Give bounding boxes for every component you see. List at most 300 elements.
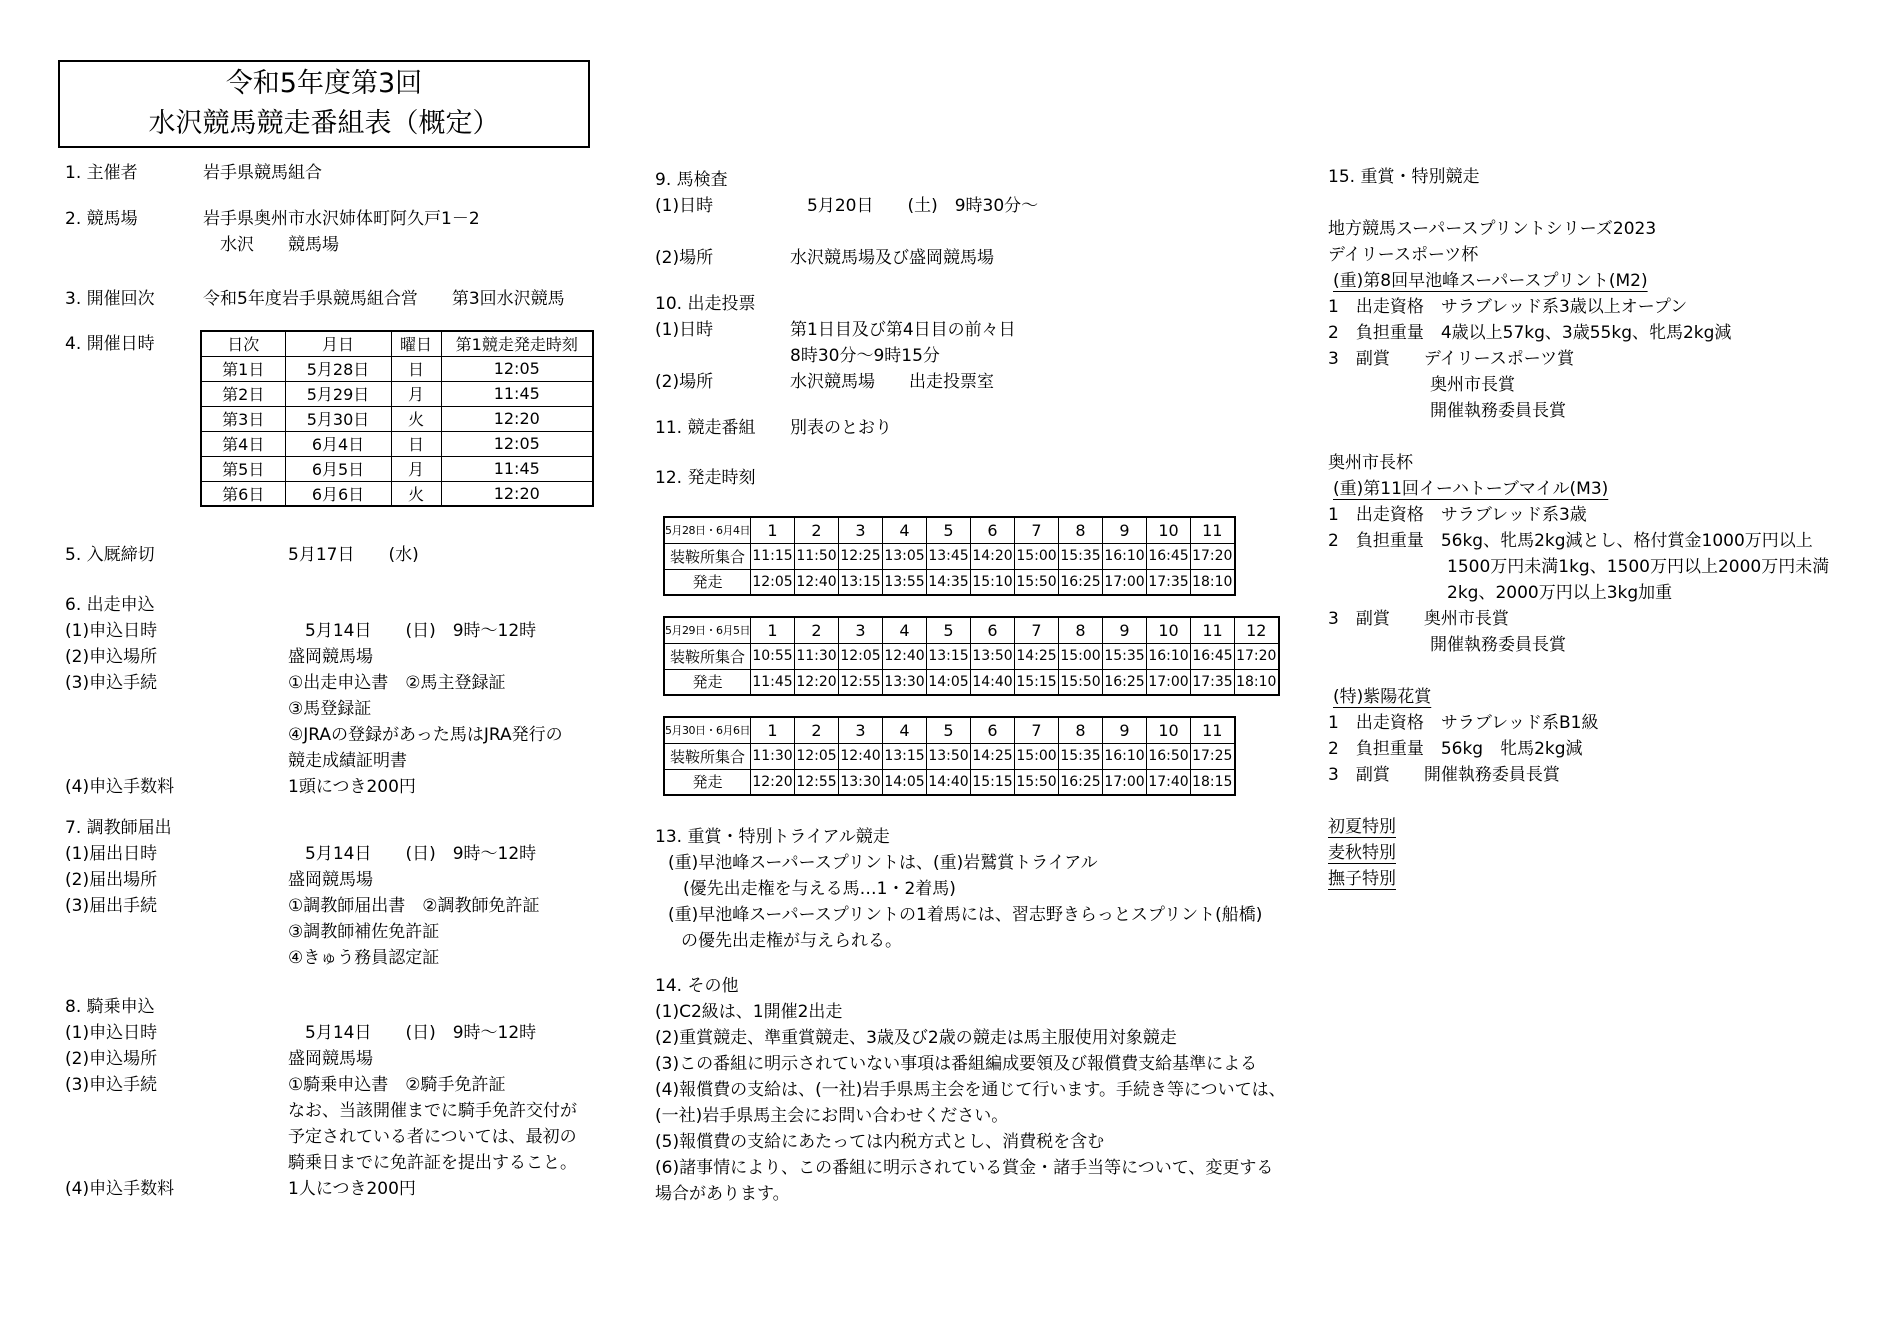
text-row [65,867,539,893]
schedule-table [200,330,594,507]
table-cell: 15:10 [971,569,1015,595]
text: (1)C2級は、1開催2出走 [655,1002,843,1022]
table-cell: 11:45 [751,669,795,695]
text-row [65,748,563,774]
table-cell: 第1競走発走時刻 [441,331,593,356]
table-cell: 12:55 [839,669,883,695]
table-cell: 16:25 [1059,569,1103,595]
table-cell: 5月28日 [285,356,391,381]
row-value: 水沢競馬場 出走投票室 [790,372,994,392]
table-cell: 15:35 [1103,643,1147,669]
row-label: (2)届出場所 [65,870,158,890]
row-value: ①出走申込書 ②馬主登録証 [288,673,506,693]
text-line [655,850,1262,876]
row-value: 5月20日 (土) 9時30分～ [790,196,1039,216]
table-row [664,569,1235,595]
table-cell: 5 [927,517,971,543]
table-row [664,669,1279,695]
table-cell: 発走 [664,769,751,795]
table-cell: 11:30 [751,743,795,769]
section-meeting [65,286,565,312]
text-line [1328,684,1829,710]
table-cell: 5月28日・6月4日 [664,517,751,543]
text-line [1328,736,1829,762]
section-heading: 14. その他 [655,976,739,996]
title-box [58,60,590,148]
table-cell: 9 [1103,517,1147,543]
row-label: (1)日時 [655,196,714,216]
table-cell: 15:50 [1059,669,1103,695]
text-line [655,1181,1286,1207]
text-row [655,415,892,441]
table-cell: 15:35 [1059,743,1103,769]
table-cell: 11:15 [751,543,795,569]
table-cell: 12:20 [441,406,593,431]
text-line [655,1129,1286,1155]
underlined-text: 初夏特別 [1328,817,1396,837]
table-cell: 2 [795,517,839,543]
table-cell: 16:10 [1147,643,1191,669]
title-line-2: 水沢競馬競走番組表（概定） [148,108,500,139]
row-value: 別表のとおり [790,418,892,438]
row-value: 5月14日 (日) 9時～12時 [288,1023,537,1043]
table-row [201,381,593,406]
row-value: 水沢競馬場及び盛岡競馬場 [790,248,994,268]
table-cell: 4 [883,617,927,643]
text-line [1328,242,1829,268]
text-line [655,1103,1286,1129]
row-label: (2)場所 [655,248,714,268]
text-line [1328,320,1829,346]
section-other [655,973,1286,1207]
row-value: 岩手県奥州市水沢姉体町阿久戸1－2 [203,209,480,229]
table-cell: 6 [971,517,1015,543]
table-row [664,643,1279,669]
text-row [655,369,1016,395]
text: (一社)岩手県馬主会にお問い合わせください。 [655,1106,1009,1126]
table-cell: 月 [391,381,441,406]
row-label [655,343,790,369]
row-label [65,748,288,774]
table-cell: 11:30 [795,643,839,669]
text-line [655,999,1286,1025]
text-row [65,160,322,186]
start-times-table-day1-4 [663,516,1236,596]
section-heading: 9. 馬検査 [655,170,728,190]
row-label: 1. 主催者 [65,163,138,183]
section-heading: 7. 調教師届出 [65,818,172,838]
table-cell: 16:45 [1191,643,1235,669]
text-row [65,1150,577,1176]
section-horse-inspection [655,167,1038,271]
table-cell: 9 [1103,717,1147,743]
text-row [65,841,539,867]
table-cell: 7 [1015,517,1059,543]
table-cell: 装鞍所集合 [664,743,751,769]
row-value: ①調教師届出書 ②調教師免許証 [288,896,540,916]
text-row [65,286,565,312]
title-line-1: 令和5年度第3回 [225,68,423,99]
row-label: (4)申込手数料 [65,1179,175,1199]
section-entry-application [65,592,563,800]
underlined-text: (重)第11回イーハトーブマイル(M3) [1333,479,1609,499]
table-cell: 7 [1015,717,1059,743]
section-riding-application [65,994,577,1202]
table-cell: 12:05 [839,643,883,669]
row-value: 競走成績証明書 [288,751,407,771]
table-cell: 11:50 [795,543,839,569]
row-value: ④JRAの登録があった馬はJRA発行の [288,725,563,745]
table-cell: 17:00 [1103,769,1147,795]
text-line [1328,866,1829,892]
table-cell: 1 [751,617,795,643]
table-cell: 14:35 [927,569,971,595]
row-value: 5月17日 (水) [288,545,419,565]
table-row [664,517,1235,543]
section-lines [655,999,1286,1207]
table-cell: 14:05 [883,769,927,795]
row-label: (2)場所 [655,372,714,392]
text-row [655,245,1038,271]
text-line [1328,788,1829,814]
underlined-text: 撫子特別 [1328,869,1396,889]
table-cell: 17:20 [1191,543,1235,569]
table-cell: 10 [1147,517,1191,543]
table-row [201,356,593,381]
table-row [201,406,593,431]
table-row [664,543,1235,569]
table-cell: 9 [1103,617,1147,643]
table-cell: 発走 [664,669,751,695]
row-label: 5. 入厩締切 [65,545,155,565]
row-label: (3)申込手続 [65,1075,158,1095]
text-line [1328,814,1829,840]
table-cell: 17:40 [1147,769,1191,795]
text-line [1328,658,1829,684]
text: 2 負担重量 56kg 牝馬2kg減 [1328,739,1583,759]
table-cell: 6月6日 [285,481,391,506]
text: の優先出走権が与えられる。 [681,931,902,951]
table-cell: 3 [839,617,883,643]
text-line [1328,476,1829,502]
text: 3 副賞 デイリースポーツ賞 [1328,349,1575,369]
row-label: (1)申込日時 [65,1023,158,1043]
text-row [65,722,563,748]
section-entry-vote [655,291,1016,395]
row-value: 騎乗日までに免許証を提出すること。 [288,1153,577,1173]
table-cell: 月日 [285,331,391,356]
text-row [65,206,480,232]
text: (6)諸事情により、この番組に明示されている賞金・諸手当等について、変更する [655,1158,1274,1178]
table-cell: 17:25 [1191,743,1235,769]
section-organizer [65,160,322,186]
text-line [1328,762,1829,788]
table-cell: 火 [391,481,441,506]
row-value: 5月14日 (日) 9時～12時 [288,621,537,641]
table-cell: 16:25 [1059,769,1103,795]
row-label [65,1098,288,1124]
text-line [1328,580,1829,606]
table-cell: 13:05 [883,543,927,569]
row-value: 1人につき200円 [288,1179,416,1199]
row-value: 予定されている者については、最初の [288,1127,577,1147]
section-trainer-notification [65,815,539,971]
text-line [655,1025,1286,1051]
table-cell: 15:00 [1015,743,1059,769]
table-cell: 6月4日 [285,431,391,456]
text: 奥州市長賞 [1328,375,1515,395]
text: (重)早池峰スーパースプリントの1着馬には、習志野きらっとスプリント(船橋) [668,905,1263,925]
table-cell: 17:00 [1103,569,1147,595]
row-label [65,919,288,945]
table-cell: 16:45 [1147,543,1191,569]
text-line [655,1051,1286,1077]
row-label: (4)申込手数料 [65,777,175,797]
text-line [1328,502,1829,528]
table-cell: 第3日 [201,406,285,431]
text-row [65,696,563,722]
table-cell: 発走 [664,569,751,595]
row-label [65,1150,288,1176]
table-cell: 8 [1059,617,1103,643]
text-line [1328,346,1829,372]
table-cell: 15:15 [1015,669,1059,695]
text-row [65,1020,577,1046]
row-value: 盛岡競馬場 [288,1049,373,1069]
section-rows [65,618,563,800]
section-rows [655,193,1038,271]
table-cell: 17:20 [1235,643,1279,669]
text: 2 負担重量 56kg、牝馬2kg減とし、格付賞金1000万円以上 [1328,531,1813,551]
text: 3 副賞 開催執務委員長賞 [1328,765,1560,785]
text: 奥州市長杯 [1328,453,1413,473]
text-line [1328,528,1829,554]
table-cell: 3 [839,717,883,743]
text-row [65,1072,577,1098]
table-cell: 16:50 [1147,743,1191,769]
row-label [655,219,790,245]
table-cell: 12:55 [795,769,839,795]
table-row [664,617,1279,643]
text: 15. 重賞・特別競走 [1328,167,1480,187]
table-cell: 5月29日・6月5日 [664,617,751,643]
table-cell: 日 [391,356,441,381]
table-cell: 12:05 [441,356,593,381]
row-label: 2. 競馬場 [65,209,138,229]
text: 場合があります。 [655,1184,790,1204]
table-cell: 12:05 [795,743,839,769]
table-cell: 5月30日 [285,406,391,431]
underlined-text: 麦秋特別 [1328,843,1396,863]
table-row [201,331,593,356]
table-cell: 17:35 [1147,569,1191,595]
row-value: 令和5年度岩手県競馬組合営 第3回水沢競馬 [203,289,565,309]
section-race-program [655,415,892,441]
text-row [65,774,563,800]
text-row [65,644,563,670]
row-label: (1)申込日時 [65,621,158,641]
row-value: ④きゅう務員認定証 [288,948,440,968]
table-cell: 11 [1191,517,1235,543]
row-label [65,232,203,258]
section-trial-races [655,824,1262,954]
table-cell: 11 [1191,617,1235,643]
text-row [65,670,563,696]
text: 2 負担重量 4歳以上57kg、3歳55kg、牝馬2kg減 [1328,323,1732,343]
table-cell: 15:00 [1015,543,1059,569]
row-label: 11. 競走番組 [655,418,756,438]
underlined-text: (特)紫陽花賞 [1333,687,1432,707]
table-cell: 5月30日・6月6日 [664,717,751,743]
text: 1 出走資格 サラブレッド系3歳以上オープン [1328,297,1688,317]
text: (4)報償費の支給は、(一社)岩手県馬主会を通じて行います。手続き等については、 [655,1080,1286,1100]
text: 開催執務委員長賞 [1328,401,1566,421]
table-cell: 6月5日 [285,456,391,481]
table-cell: 12:05 [441,431,593,456]
table-cell: 15:15 [971,769,1015,795]
table-cell: 18:10 [1191,569,1235,595]
table-cell: 1 [751,717,795,743]
text-row [65,618,563,644]
text-line [1328,398,1829,424]
row-value: 1頭につき200円 [288,777,416,797]
table-cell: 13:50 [927,743,971,769]
text: 1500万円未満1kg、1500万円以上2000万円未満 [1328,557,1830,577]
table-cell: 10:55 [751,643,795,669]
table-cell: 10 [1147,717,1191,743]
text-row [65,945,539,971]
text-line [655,928,1262,954]
text-line [1328,554,1829,580]
table-row [201,431,593,456]
section-start-times-label: 12. 発走時刻 [655,468,756,488]
row-value: 第1日目及び第4日目の前々日 [790,320,1016,340]
row-label: (1)届出日時 [65,844,158,864]
table-cell: 12:40 [795,569,839,595]
text: 開催執務委員長賞 [1328,635,1566,655]
row-label: (3)申込手続 [65,673,158,693]
table-cell: 4 [883,517,927,543]
text-line [655,1077,1286,1103]
start-times-table-day3-6 [663,716,1236,796]
table-cell: 装鞍所集合 [664,543,751,569]
table-cell: 14:40 [971,669,1015,695]
text: 1 出走資格 サラブレッド系3歳 [1328,505,1587,525]
section-rows [655,317,1016,395]
table-cell: 18:15 [1191,769,1235,795]
table-cell: 月 [391,456,441,481]
table-cell: 15:50 [1015,769,1059,795]
row-value: 水沢 競馬場 [203,235,339,255]
text-row [655,343,1016,369]
section-heading: 8. 騎乗申込 [65,997,155,1017]
section-stabling-deadline [65,542,419,568]
table-cell: 14:25 [971,743,1015,769]
table-cell: 14:20 [971,543,1015,569]
text-row [65,1098,577,1124]
text: (重)早池峰スーパースプリントは、(重)岩鷲賞トライアル [668,853,1098,873]
text: (5)報償費の支給にあたっては内税方式とし、消費税を含む [655,1132,1105,1152]
row-value: ①騎乗申込書 ②騎手免許証 [288,1075,506,1095]
table-cell: 15:50 [1015,569,1059,595]
text-line [1328,606,1829,632]
underlined-text: (重)第8回早池峰スーパースプリント(M2) [1333,271,1648,291]
row-value: 5月14日 (日) 9時～12時 [288,844,537,864]
table-row [664,717,1235,743]
row-value: 盛岡競馬場 [288,647,373,667]
table-row [664,743,1235,769]
table-cell: 11:45 [441,381,593,406]
text: 地方競馬スーパースプリントシリーズ2023 [1328,219,1657,239]
text-row [65,893,539,919]
table-row [201,481,593,506]
table-cell: 14:25 [1015,643,1059,669]
table-cell: 17:00 [1147,669,1191,695]
row-label: 3. 開催回次 [65,289,155,309]
table-cell: 16:10 [1103,543,1147,569]
table-cell: 16:10 [1103,743,1147,769]
table-cell: 第6日 [201,481,285,506]
table-cell: 13:30 [839,769,883,795]
text: 1 出走資格 サラブレッド系B1級 [1328,713,1599,733]
row-label: (2)申込場所 [65,647,158,667]
table-cell: 18:10 [1235,669,1279,695]
text-line [1328,268,1829,294]
table-cell: 14:40 [927,769,971,795]
section-stakes-special-races [1328,164,1829,892]
table-cell: 11:45 [441,456,593,481]
table-cell: 13:45 [927,543,971,569]
table-row [201,456,593,481]
table-cell: 日次 [201,331,285,356]
text-row [65,919,539,945]
table-cell: 15:00 [1059,643,1103,669]
section-dates-label: 4. 開催日時 [65,334,155,354]
table-cell: 12:20 [441,481,593,506]
section-racecourse [65,206,480,258]
table-cell: 第1日 [201,356,285,381]
text: デイリースポーツ杯 [1328,245,1479,265]
row-value: 岩手県競馬組合 [203,163,322,183]
row-value: なお、当該開催までに騎手免許交付が [288,1101,577,1121]
row-label: (1)日時 [655,320,714,340]
table-cell: 17:35 [1191,669,1235,695]
row-label [65,945,288,971]
text-line [1328,710,1829,736]
row-label: (2)申込場所 [65,1049,158,1069]
table-row [664,769,1235,795]
table-cell: 2 [795,617,839,643]
table-cell: 11 [1191,717,1235,743]
text-line [1328,840,1829,866]
text-line [1328,216,1829,242]
table-cell: 第4日 [201,431,285,456]
start-times-table-day2-5 [663,616,1280,696]
table-cell: 第2日 [201,381,285,406]
table-cell: 10 [1147,617,1191,643]
text-row [65,232,480,258]
text: 3 副賞 奥州市長賞 [1328,609,1509,629]
table-cell: 12:40 [883,643,927,669]
table-cell: 13:30 [883,669,927,695]
table-cell: 2 [795,717,839,743]
text-line [1328,164,1829,190]
table-cell: 6 [971,717,1015,743]
table-cell: 12:05 [751,569,795,595]
row-label [65,1124,288,1150]
text-row [65,1046,577,1072]
text-row [655,317,1016,343]
